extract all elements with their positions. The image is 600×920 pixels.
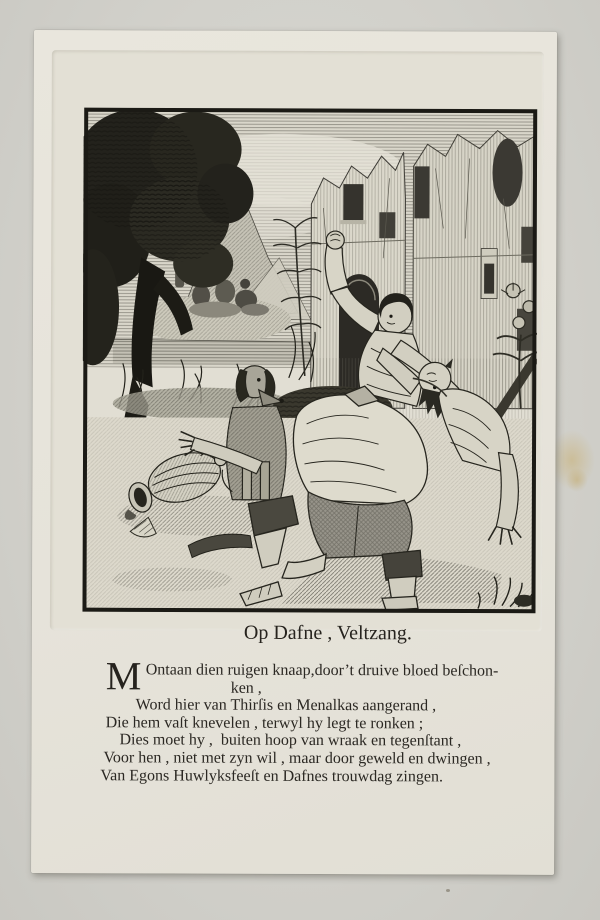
foxing-stain-small <box>566 468 588 492</box>
book-page <box>31 30 557 875</box>
drop-cap-initial: M <box>105 653 142 699</box>
plate-mark <box>50 50 544 632</box>
foxing-stain-large <box>549 430 595 490</box>
poem-line: Die hem vaſt knevelen , terwyl hy legt te ronken ; <box>105 714 424 733</box>
engraving-illustration <box>82 107 538 614</box>
poem-line: Ontaan dien ruigen knaap,door’t druive bloed beſchon- <box>145 661 499 680</box>
poem <box>31 653 554 786</box>
dust-speck <box>446 889 450 892</box>
poem-line: Dies moet hy , buiten hoop van wraak en tegenſtant , <box>119 731 462 750</box>
poem-line: ken , <box>230 679 262 697</box>
poem-title: Op Dafne , Veltzang. <box>243 621 412 645</box>
poem-line: Van Egons Huwlyksfeeſt en Dafnes trouwdag zingen. <box>100 766 444 785</box>
poem-line: Word hier van Thirſis en Menalkas aangerand , <box>135 696 437 715</box>
poem-line: Voor hen , niet met zyn wil , maar door geweld en dwingen , <box>103 749 491 768</box>
